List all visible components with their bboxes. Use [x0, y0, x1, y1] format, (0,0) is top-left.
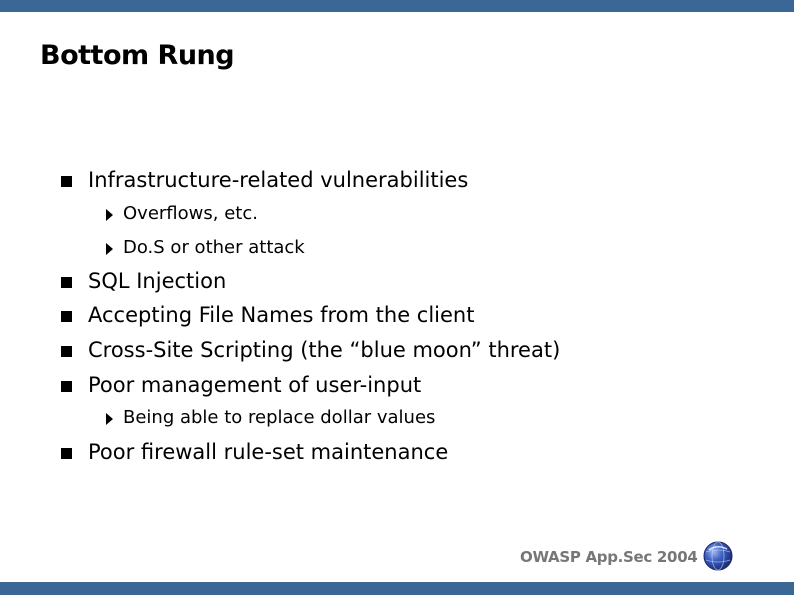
- triangle-bullet-icon: [106, 243, 113, 255]
- square-bullet-icon: [61, 176, 72, 187]
- bullet-text: Poor management of user-input: [88, 373, 422, 397]
- square-bullet-icon: [61, 277, 72, 288]
- bullet-text: SQL Injection: [88, 269, 227, 293]
- bullet-text: Cross-Site Scripting (the “blue moon” threat): [88, 338, 561, 362]
- bullet-text: Infrastructure-related vulnerabilities: [88, 168, 469, 192]
- bullet-text: Poor firewall rule-set maintenance: [88, 440, 449, 464]
- sub-bullet-text: Overflows, etc.: [123, 203, 258, 224]
- square-bullet-icon: [61, 381, 72, 392]
- globe-icon: [703, 541, 733, 571]
- square-bullet-icon: [61, 311, 72, 322]
- square-bullet-icon: [61, 448, 72, 459]
- footer-text: OWASP App.Sec 2004: [520, 548, 698, 566]
- slide-title: Bottom Rung: [40, 40, 235, 71]
- square-bullet-icon: [61, 346, 72, 357]
- sub-bullet-text: Do.S or other attack: [123, 237, 305, 258]
- triangle-bullet-icon: [106, 413, 113, 425]
- bullet-text: Accepting File Names from the client: [88, 303, 475, 327]
- bottom-accent-bar: [0, 582, 794, 595]
- triangle-bullet-icon: [106, 209, 113, 221]
- sub-bullet-text: Being able to replace dollar values: [123, 407, 436, 428]
